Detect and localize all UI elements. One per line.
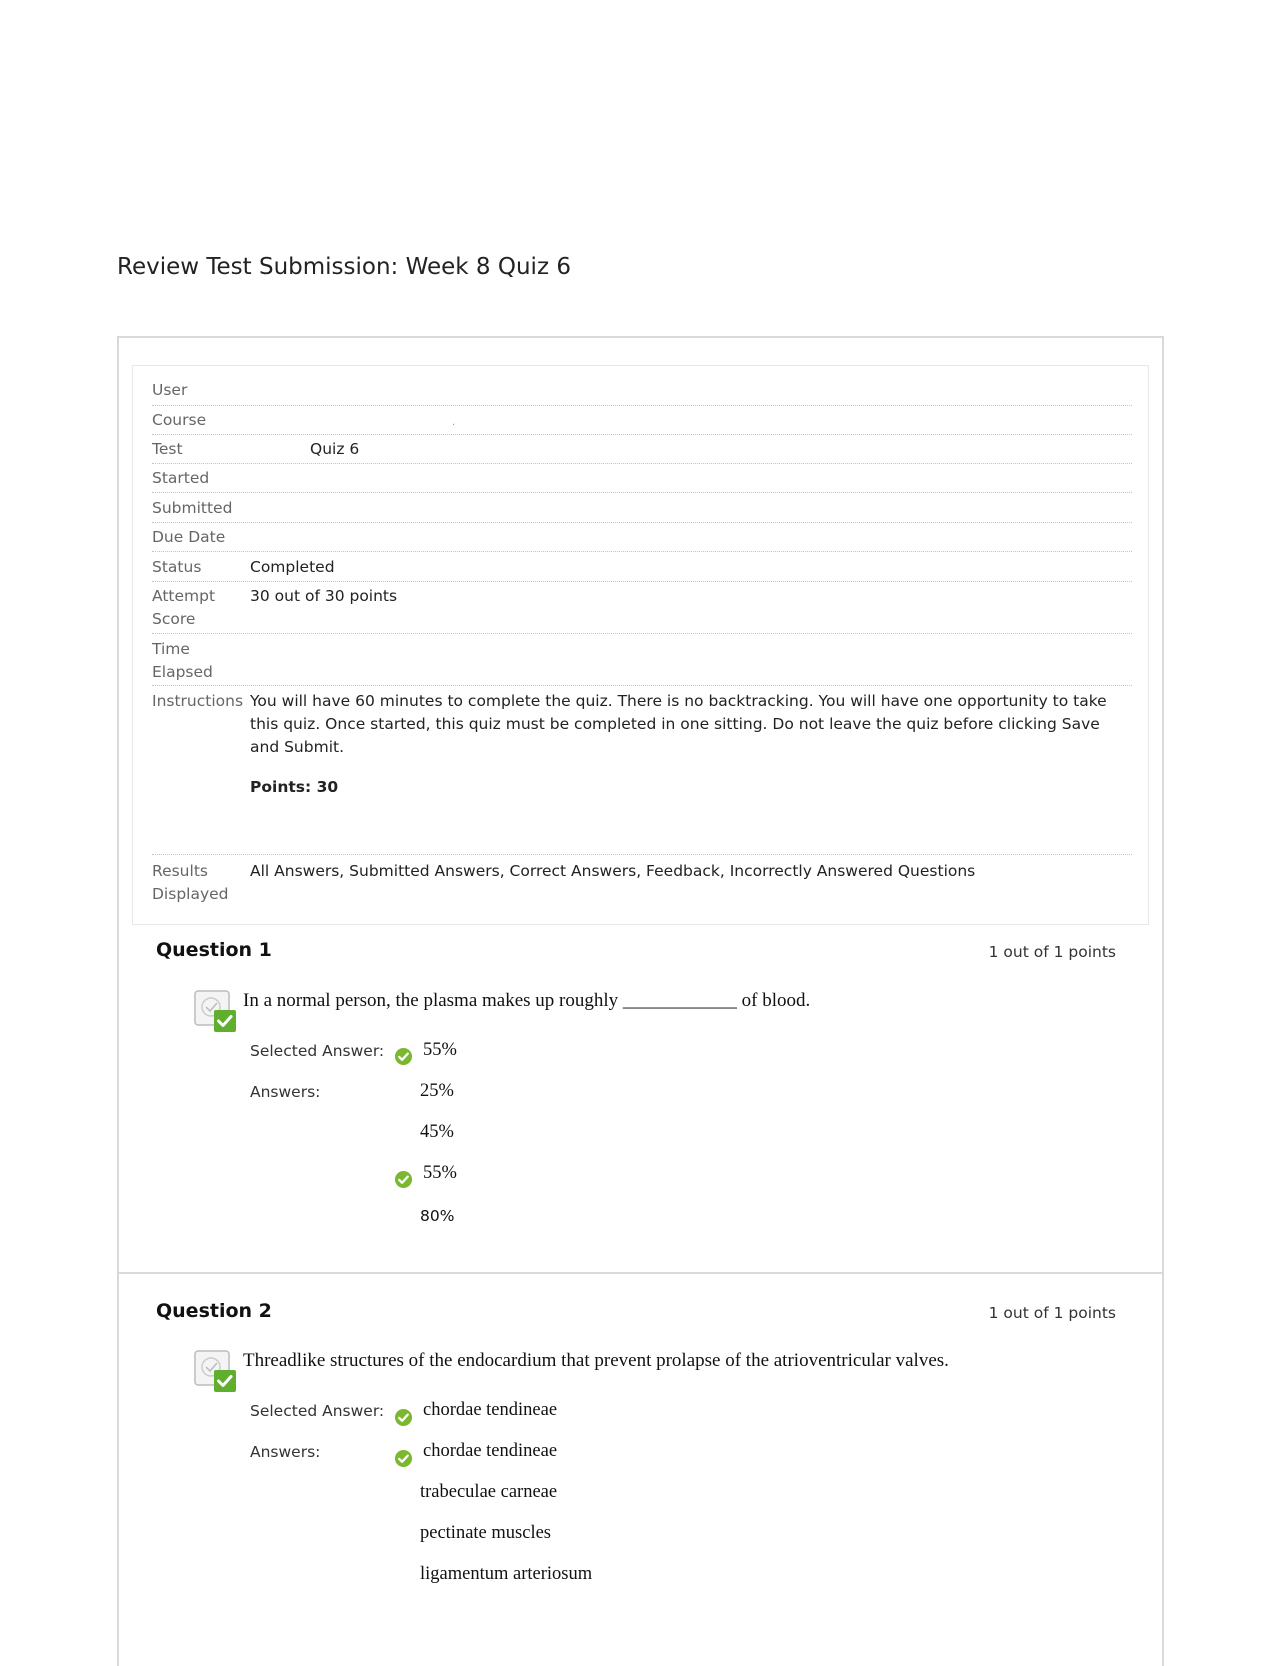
answer-option: 25% xyxy=(420,1081,454,1101)
info-row-due-date xyxy=(152,526,1132,552)
question-1-text: In a normal person, the plasma makes up roughly ____________ of blood. xyxy=(243,990,811,1011)
answer-option: trabeculae carneae xyxy=(420,1482,558,1502)
status-value: Completed xyxy=(250,558,335,576)
answer-option: pectinate muscles xyxy=(420,1523,551,1543)
answer-option-correct: 55% xyxy=(423,1163,457,1183)
test-label: Test xyxy=(152,440,183,458)
results-displayed-value: All Answers, Submitted Answers, Correct Answers, Feedback, Incorrectly Answered Questions xyxy=(250,862,976,880)
correct-check-icon xyxy=(394,1170,413,1189)
answer-option: 45% xyxy=(420,1122,454,1142)
user-label: User xyxy=(152,381,188,399)
attempt-score-value: 30 out of 30 points xyxy=(250,587,398,605)
submitted-label: Submitted xyxy=(152,499,233,517)
started-label: Started xyxy=(152,469,210,487)
info-row-results-displayed xyxy=(152,860,1132,910)
info-row-test xyxy=(152,438,1132,464)
info-row-attempt-score xyxy=(152,585,1132,634)
info-row-started xyxy=(152,467,1132,493)
info-row-user xyxy=(152,379,1132,406)
answer-option: 80% xyxy=(420,1207,455,1225)
info-row-instructions xyxy=(152,690,1132,855)
status-label: Status xyxy=(152,558,202,576)
graded-correct-icon xyxy=(193,1349,237,1393)
instructions-content xyxy=(250,690,1132,799)
correct-check-icon xyxy=(394,1408,413,1427)
results-displayed-label: Results Displayed xyxy=(152,862,229,903)
course-label: Course xyxy=(152,411,207,429)
page-title: Review Test Submission: Week 8 Quiz 6 xyxy=(117,254,571,280)
submission-info-panel xyxy=(132,365,1149,925)
selected-answer-label: Selected Answer: xyxy=(250,1042,385,1060)
selected-answer-value: chordae tendineae xyxy=(423,1400,558,1420)
question-2-points: 1 out of 1 points xyxy=(988,1304,1116,1322)
due-date-label: Due Date xyxy=(152,528,226,546)
correct-check-icon xyxy=(394,1047,413,1066)
question-1-title: Question 1 xyxy=(156,939,272,961)
question-divider xyxy=(119,1272,1162,1274)
test-value: Quiz 6 xyxy=(310,440,360,458)
points-text: Points: 30 xyxy=(250,778,339,796)
time-elapsed-label: Time Elapsed xyxy=(152,640,213,681)
graded-correct-icon xyxy=(193,989,237,1033)
info-row-submitted xyxy=(152,497,1132,523)
answer-option: ligamentum arteriosum xyxy=(420,1564,593,1584)
attempt-score-label: Attempt Score xyxy=(152,587,216,628)
answer-option-correct: chordae tendineae xyxy=(423,1441,558,1461)
info-row-time-elapsed xyxy=(152,638,1132,686)
instructions-label: Instructions xyxy=(152,692,244,710)
answers-label: Answers: xyxy=(250,1443,321,1461)
info-row-status xyxy=(152,556,1132,582)
answers-label: Answers: xyxy=(250,1083,321,1101)
course-value: . xyxy=(452,417,456,428)
question-1-points: 1 out of 1 points xyxy=(988,943,1116,961)
submission-container xyxy=(117,336,1164,1666)
info-row-course xyxy=(152,409,1132,435)
selected-answer-value: 55% xyxy=(423,1040,457,1060)
selected-answer-label: Selected Answer: xyxy=(250,1402,385,1420)
question-2-title: Question 2 xyxy=(156,1300,272,1322)
instructions-text: You will have 60 minutes to complete the quiz. There is no backtracking. You will have one opportunity to take this quiz. Once started, this quiz must be completed in one sitting. Do not leave the quiz before clicking Save and Submit. xyxy=(250,692,1107,756)
question-2-text: Threadlike structures of the endocardium that prevent prolapse of the atrioventricular valves. xyxy=(243,1350,949,1371)
correct-check-icon xyxy=(394,1449,413,1468)
